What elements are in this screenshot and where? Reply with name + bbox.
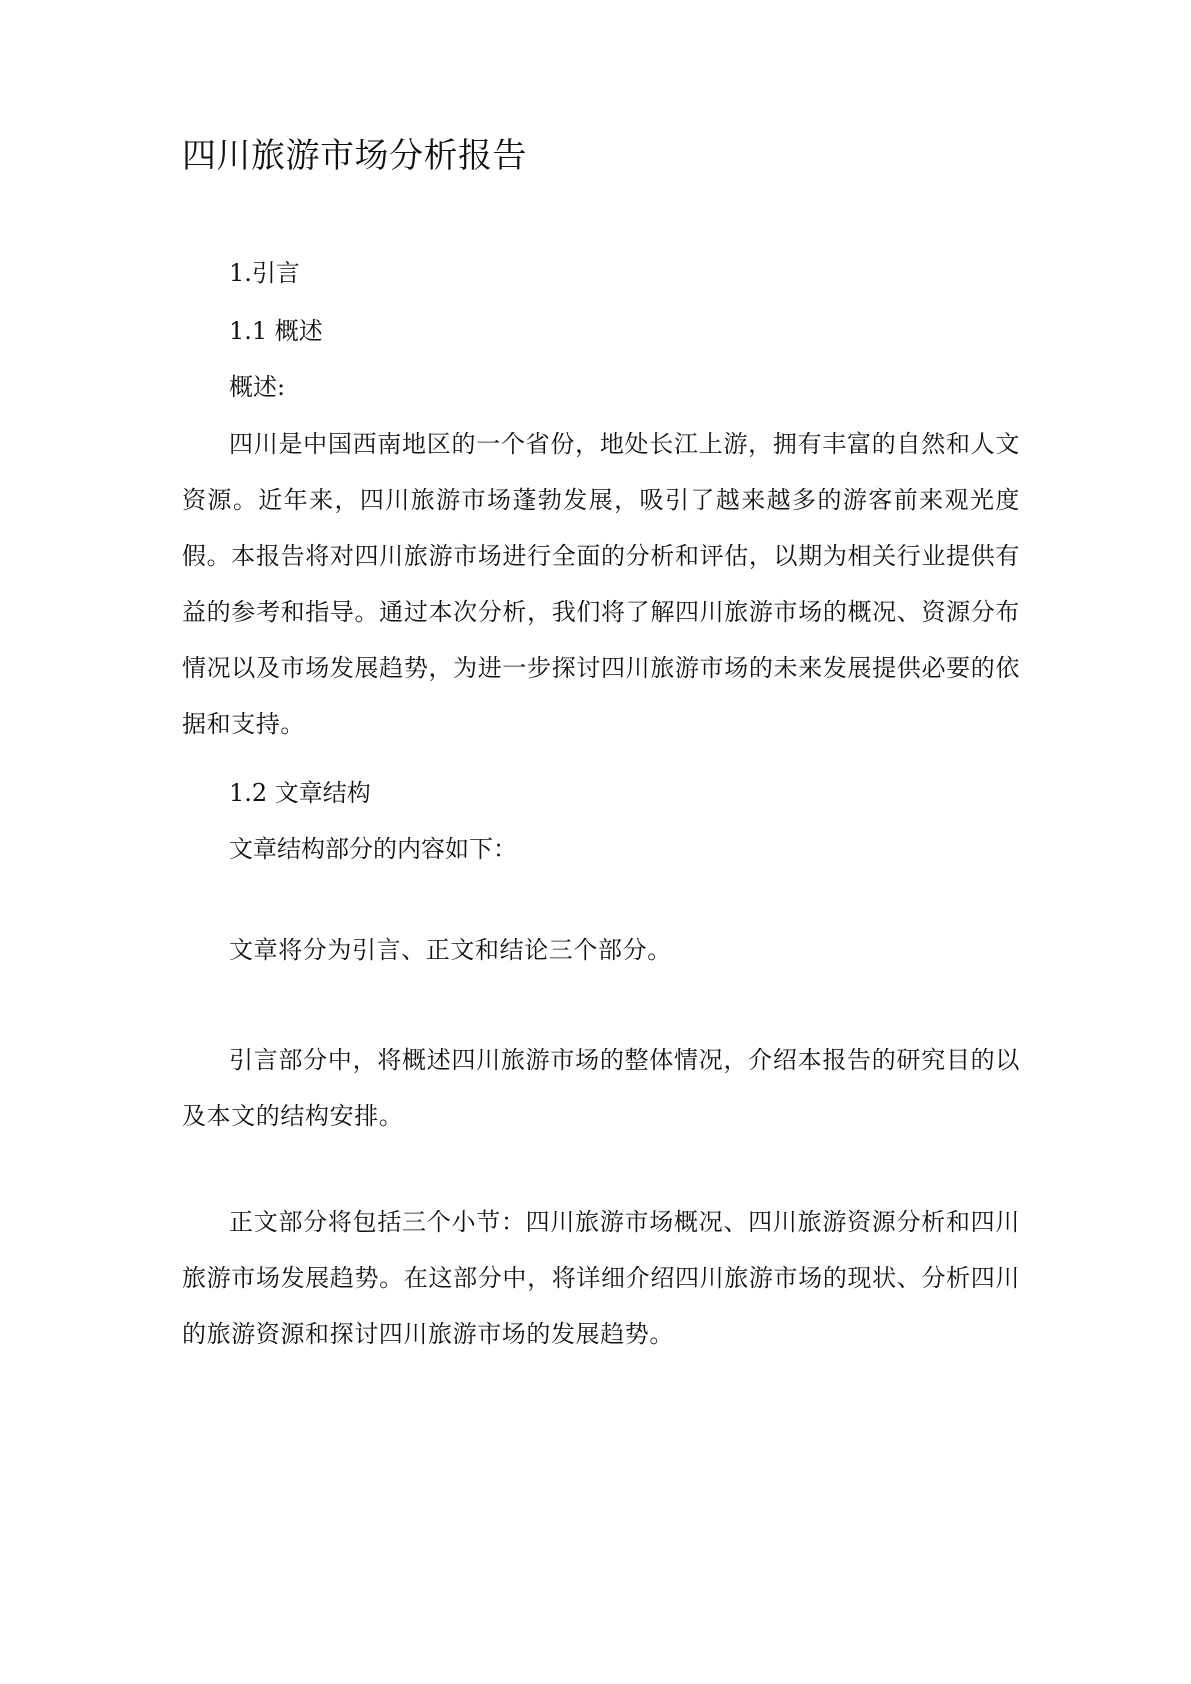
structure-parts-paragraph: 文章将分为引言、正文和结论三个部分。 <box>229 936 672 964</box>
document-title: 四川旅游市场分析报告 <box>182 136 527 176</box>
subsection-heading-overview: 1.1 概述 <box>229 317 323 345</box>
overview-label: 概述: <box>229 373 286 401</box>
section-heading-introduction: 1.引言 <box>229 259 300 287</box>
overview-paragraph: 四川是中国西南地区的一个省份，地处长江上游，拥有丰富的自然和人文资源。近年来，四川旅游市场蓬勃发展，吸引了越来越多的游客前来观光度假。本报告将对四川旅游市场进行全面的分析和评估，以期为相关行业提供有益的参考和指导。通过本次分析，我们将了解四川旅游市场的概况、资源分布情况以及市场发展趋势，为进一步探讨四川旅游市场的未来发展提供必要的依据和支持。 <box>182 430 1020 738</box>
subsection-heading-article-structure: 1.2 文章结构 <box>229 779 371 807</box>
introduction-part-paragraph: 引言部分中，将概述四川旅游市场的整体情况，介绍本报告的研究目的以及本文的结构安排。 <box>182 1046 1020 1130</box>
blank-line <box>182 1008 1020 1009</box>
blank-line <box>182 902 1020 903</box>
body-part-paragraph: 正文部分将包括三个小节：四川旅游市场概况、四川旅游资源分析和四川旅游市场发展趋势。在这部分中，将详细介绍四川旅游市场的现状、分析四川的旅游资源和探讨四川旅游市场的发展趋势。 <box>182 1208 1020 1348</box>
structure-intro-text: 文章结构部分的内容如下： <box>229 835 517 863</box>
blank-line <box>182 1172 1020 1173</box>
